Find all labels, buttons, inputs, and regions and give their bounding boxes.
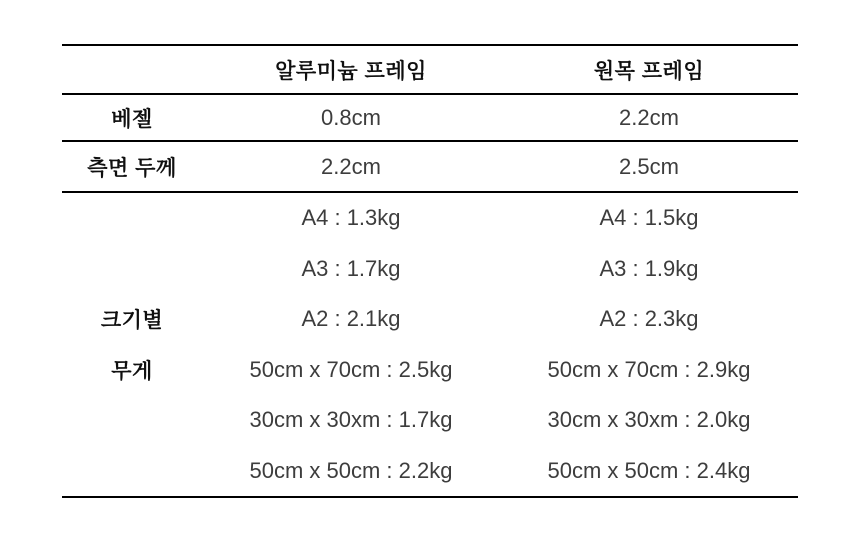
table-header-row xyxy=(62,46,798,95)
weight-item: A3 : 1.7kg xyxy=(301,255,401,281)
weight-list-aluminum xyxy=(202,193,500,496)
weight-item: 50cm x 50cm : 2.4kg xyxy=(547,457,751,483)
weight-row-label-line2: 무게 xyxy=(111,359,153,383)
side-thickness-value-wood: 2.5cm xyxy=(619,153,679,179)
bezel-value-wood: 2.2cm xyxy=(619,104,679,130)
weight-list-wood xyxy=(500,193,798,496)
weight-row-label-line1: 크기별 xyxy=(100,309,164,333)
weight-item: 50cm x 50cm : 2.2kg xyxy=(249,457,453,483)
table-row-weight-by-size xyxy=(62,193,798,498)
weight-label-spacer xyxy=(62,446,202,497)
row-label-side-thickness: 측면 두께 xyxy=(87,156,177,180)
column-header-wood-frame: 원목 프레임 xyxy=(593,59,705,83)
weight-row-label-cell xyxy=(62,193,202,496)
frame-spec-table xyxy=(62,44,798,498)
weight-item: 50cm x 70cm : 2.5kg xyxy=(249,356,453,382)
column-header-aluminum-frame: 알루미늄 프레임 xyxy=(275,59,427,83)
weight-item: A3 : 1.9kg xyxy=(599,255,699,281)
row-label-bezel: 베젤 xyxy=(111,107,153,131)
weight-label-spacer xyxy=(62,244,202,295)
table-row-bezel xyxy=(62,95,798,142)
header-empty-cell xyxy=(62,46,202,93)
table-row-side-thickness xyxy=(62,142,798,193)
weight-item: A4 : 1.5kg xyxy=(599,205,699,231)
bezel-value-aluminum: 0.8cm xyxy=(321,104,381,130)
weight-label-spacer xyxy=(62,193,202,244)
weight-item: A2 : 2.3kg xyxy=(599,306,699,332)
weight-item: A4 : 1.3kg xyxy=(301,205,401,231)
weight-label-spacer xyxy=(62,395,202,446)
side-thickness-value-aluminum: 2.2cm xyxy=(321,153,381,179)
weight-item: 50cm x 70cm : 2.9kg xyxy=(547,356,751,382)
weight-item: A2 : 2.1kg xyxy=(301,306,401,332)
weight-item: 30cm x 30xm : 1.7kg xyxy=(249,407,453,433)
weight-item: 30cm x 30xm : 2.0kg xyxy=(547,407,751,433)
